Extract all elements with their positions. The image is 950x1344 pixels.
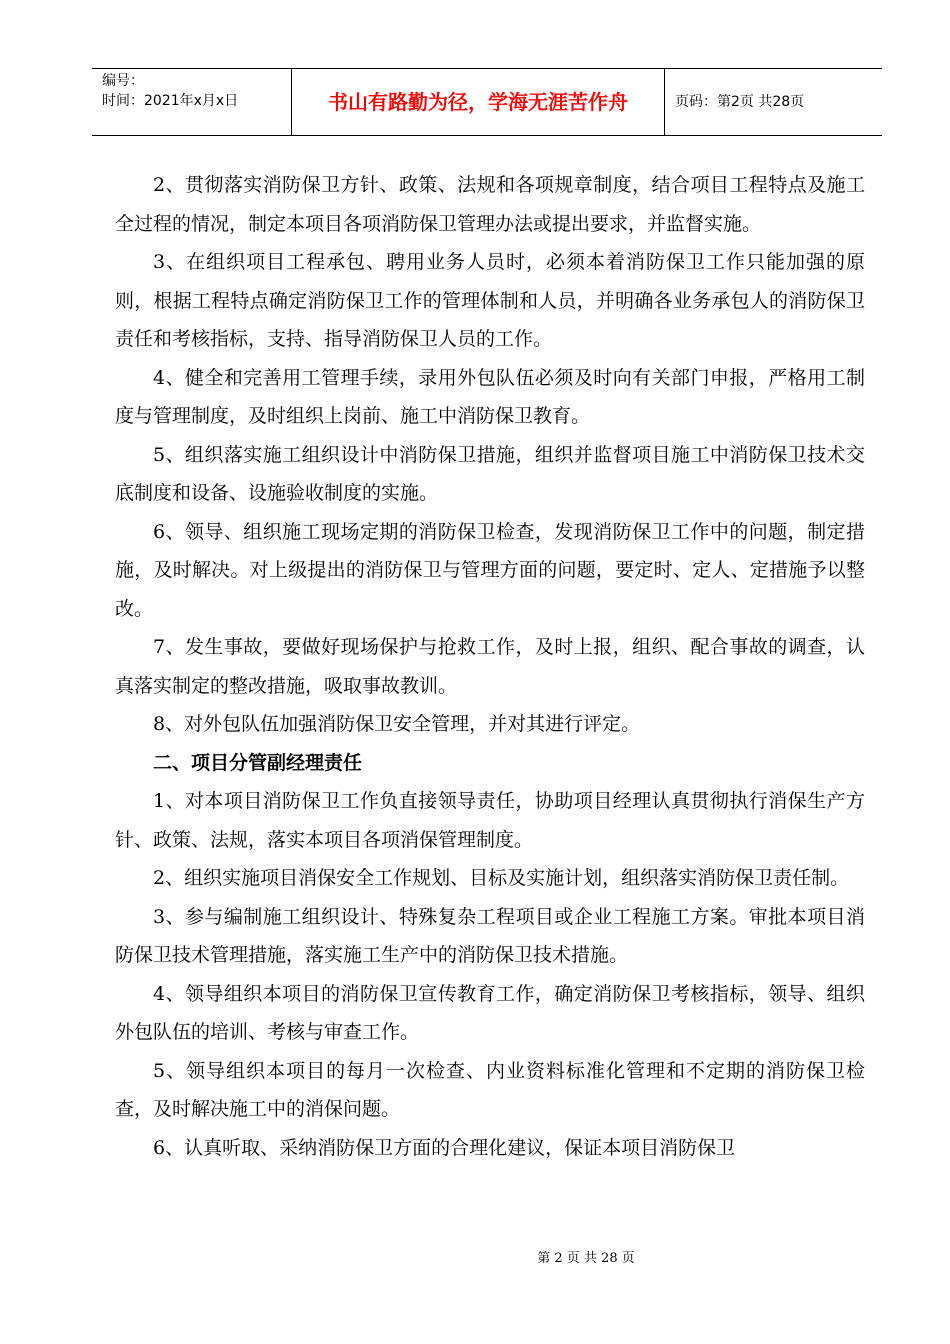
document-time-label: 时间：2021年x月x日 bbox=[102, 93, 239, 109]
body-paragraph: 6、领导、组织施工现场定期的消防保卫检查，发现消防保卫工作中的问题，制定措施，及时解决。对上级提出的消防保卫与管理方面的问题，要定时、定人、定措施予以整改。 bbox=[115, 520, 865, 620]
body-paragraph: 8、对外包队伍加强消防保卫安全管理，并对其进行评定。 bbox=[153, 713, 641, 735]
document-number-label: 编号： bbox=[102, 73, 144, 89]
document-body bbox=[115, 166, 865, 1167]
body-paragraph: 7、发生事故，要做好现场保护与抢救工作，及时上报，组织、配合事故的调查，认真落实制定的整改措施，吸取事故教训。 bbox=[115, 636, 865, 697]
header-motto: 书山有路勤为径，学海无涯苦作舟 bbox=[292, 69, 665, 135]
section-heading: 二、项目分管副经理责任 bbox=[153, 751, 363, 774]
body-paragraph: 4、健全和完善用工管理手续，录用外包队伍必须及时向有关部门申报，严格用工制度与管理制度，及时组织上岗前、施工中消防保卫教育。 bbox=[115, 366, 865, 427]
page-header bbox=[92, 68, 882, 136]
header-meta-cell bbox=[92, 69, 292, 135]
body-paragraph: 6、认真听取、采纳消防保卫方面的合理化建议，保证本项目消防保卫 bbox=[153, 1136, 736, 1159]
page-footer: 第 2 页 共 28 页 bbox=[537, 1251, 635, 1266]
body-paragraph: 3、在组织项目工程承包、聘用业务人员时，必须本着消防保卫工作只能加强的原则，根据工程特点确定消防保卫工作的管理体制和人员，并明确各业务承包人的消防保卫责任和考核指标，支持、指导消防保卫人员的工作。 bbox=[115, 251, 865, 350]
body-paragraph: 2、组织实施项目消保安全工作规划、目标及实施计划，组织落实消防保卫责任制。 bbox=[153, 867, 850, 889]
body-paragraph: 4、领导组织本项目的消防保卫宣传教育工作，确定消防保卫考核指标，领导、组织外包队伍的培训、考核与审查工作。 bbox=[115, 982, 865, 1043]
body-paragraph: 5、领导组织本项目的每月一次检查、内业资料标准化管理和不定期的消防保卫检查，及时解决施工中的消保问题。 bbox=[115, 1059, 865, 1120]
header-page-number: 页码：第2页 共28页 bbox=[675, 94, 805, 110]
body-paragraph: 2、贯彻落实消防保卫方针、政策、法规和各项规章制度，结合项目工程特点及施工全过程的情况，制定本项目各项消防保卫管理办法或提出要求，并监督实施。 bbox=[115, 174, 865, 235]
body-paragraph: 3、参与编制施工组织设计、特殊复杂工程项目或企业工程施工方案。审批本项目消防保卫技术管理措施，落实施工生产中的消防保卫技术措施。 bbox=[115, 905, 865, 966]
body-paragraph: 5、组织落实施工组织设计中消防保卫措施，组织并监督项目施工中消防保卫技术交底制度和设备、设施验收制度的实施。 bbox=[115, 443, 865, 504]
body-paragraph: 1、对本项目消防保卫工作负直接领导责任，协助项目经理认真贯彻执行消保生产方针、政策、法规，落实本项目各项消保管理制度。 bbox=[115, 790, 865, 851]
